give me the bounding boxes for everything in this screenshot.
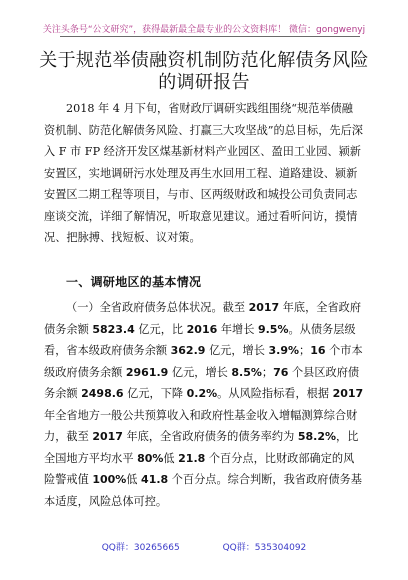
intro-paragraph: 2018 年 4 月下旬，省财政厅调研实践组围绕“规范举债融资机制、防范化解债务风险、打赢三大攻坚战”的总目标，先后深入 F 市 FP 经济开发区煤基新材料产业园区、盈田工业园、颍新安置区，实地调研污水处理及再生水回用工程、道路建设、颍新安置区二期工程等项目，与市、区两级财政和城投公司负责同志座谈交流，详细了解情况，听取意见建议。通过看听问访，摸情况、把脉搏、找短板、议对策。 (44, 102, 363, 244)
figure-value: 16 (310, 344, 326, 357)
text-run: 个市本级政府债务余额 (44, 344, 363, 379)
figure-value: 8.5% (231, 365, 262, 379)
text-run: 低 (126, 473, 142, 486)
footer-qq-group-2: QQ群：535304092 (222, 543, 307, 553)
footer (0, 540, 408, 553)
title-line-1: 关于规范举债融资机制防范化解债务风险 (39, 50, 369, 71)
text-run: 个县区政府债务余额 (44, 365, 360, 400)
text-run: 亿元，比 (134, 322, 187, 336)
text-run: 亿元，增长 (168, 365, 232, 379)
text-run: 年全省地方一般公共预算收入和政府性基金收入增幅测算综合财力，截至 (44, 408, 358, 443)
text-run: 年增长 (217, 322, 258, 336)
header-divider (60, 36, 360, 37)
figure-value: 2498.6 (81, 387, 124, 400)
figure-value: 0.2% (186, 387, 218, 400)
figure-value: 76 (273, 365, 289, 379)
text-run: 亿元，下降 (123, 387, 187, 400)
text-run: （一）全省政府债务总体状况。截至 (66, 301, 249, 314)
figure-value: 58.2% (297, 430, 337, 443)
text-run: ； (299, 344, 311, 357)
text-run: ； (261, 365, 274, 379)
text-run: 个百分点。综合判断，我省政府债务基本适度，风险总体可控。 (44, 473, 362, 508)
text-run: 个百分点，比财政部确定的风险警戒值 (44, 451, 355, 486)
figure-value: 5823.4 (92, 322, 135, 336)
figure-value: 362.9 (170, 344, 206, 357)
figure-value: 80% (137, 451, 164, 465)
text-run: 年底，全省政府债务的债务率约为 (122, 430, 298, 443)
figure-value: 9.5% (257, 322, 289, 336)
document-title (0, 50, 408, 94)
figure-value: 2017 (248, 301, 280, 314)
text-run: 年底，全省政府债务余额 (44, 301, 362, 336)
footer-qq-group-1: QQ群：30265665 (101, 543, 180, 553)
figure-value: 2017 (332, 387, 364, 400)
figure-value: 2961.9 (125, 365, 169, 379)
title-line-2: 的调研报告 (158, 72, 250, 93)
figure-value: 21.8 (178, 451, 206, 465)
debt-status-paragraph (44, 297, 364, 512)
figure-value: 2016 (186, 322, 218, 336)
text-run: 。从债务层级看，省本级政府债务余额 (44, 322, 356, 357)
section-heading: 一、调研地区的基本情况 (66, 275, 202, 289)
text-run: 。从风险指标看，根据 (217, 387, 333, 400)
figure-value: 2017 (92, 430, 123, 443)
text-run: ，比全国地方平均水平 (44, 430, 359, 465)
header-banner: 关注头条号“公文研究”，获得最新最全最专业的公文资料库！ 微信：gongwenyj (42, 25, 366, 35)
figure-value: 3.9% (268, 344, 299, 357)
figure-value: 100% (92, 473, 127, 486)
figure-value: 41.8 (141, 473, 169, 486)
text-run: 低 (163, 451, 179, 465)
text-run: 亿元，增长 (205, 344, 269, 357)
